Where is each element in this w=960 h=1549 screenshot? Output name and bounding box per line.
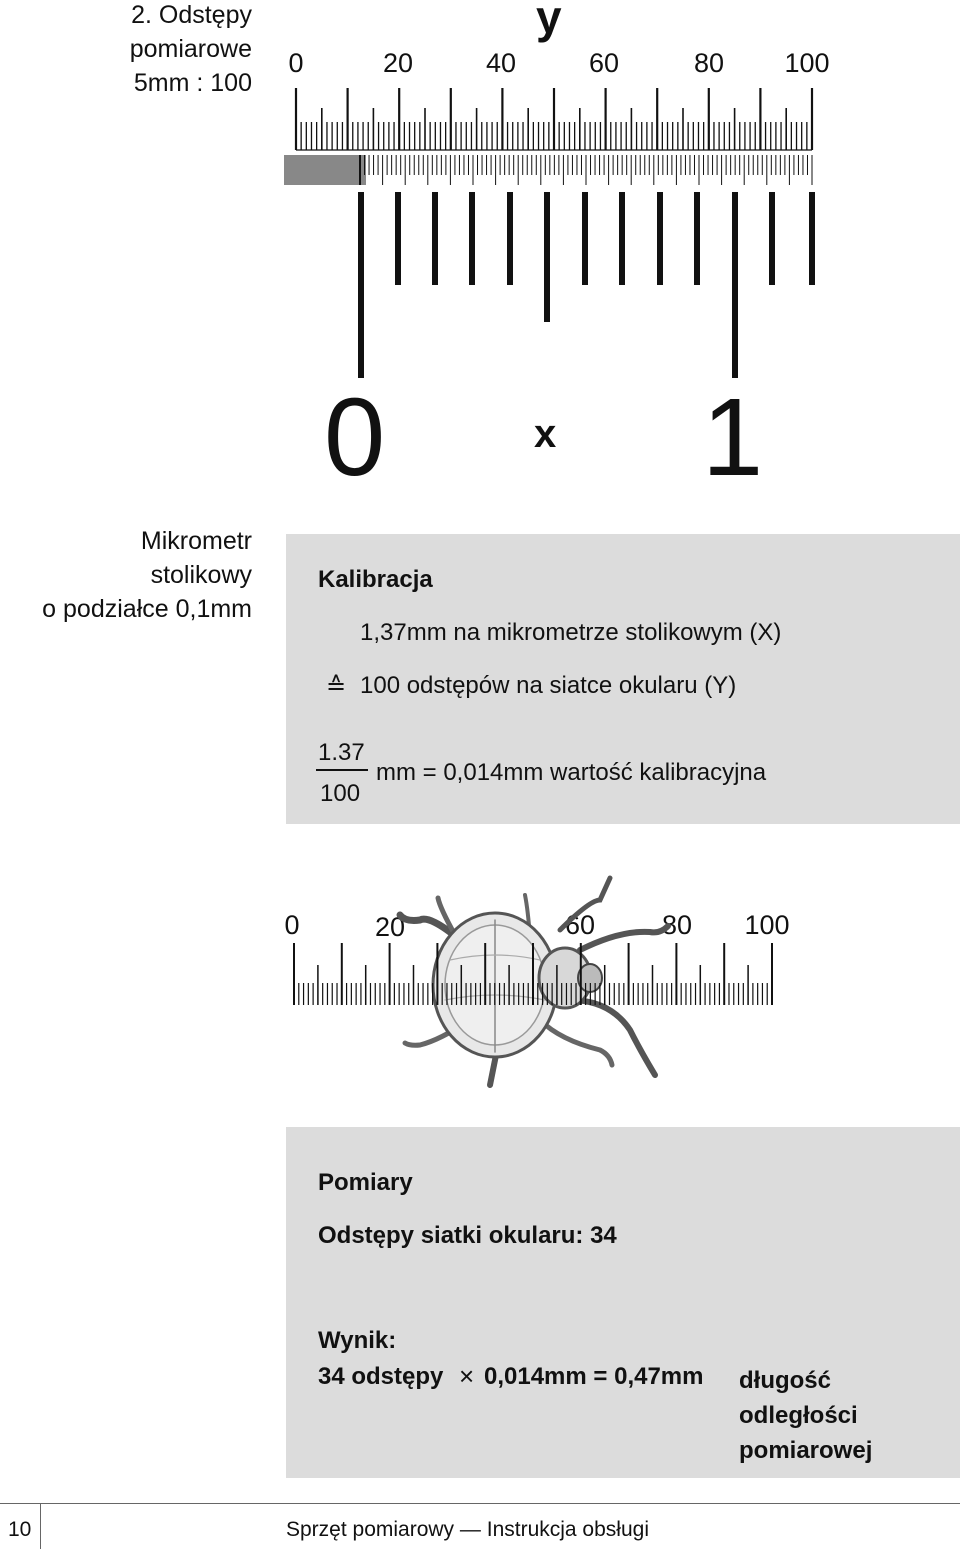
document-title: Sprzęt pomiarowy — Instrukcja obsługi — [286, 1518, 649, 1541]
calibration-title: Kalibracja — [318, 566, 433, 593]
measurement-scale-ticks — [294, 943, 772, 1005]
measure-scale-label: 20 — [374, 912, 406, 942]
fraction-bar — [316, 769, 368, 771]
measure-scale-label: 100 — [744, 910, 790, 940]
stage-scale-one: 1 — [702, 376, 764, 499]
measuring-intervals-label: 2. Odstępy pomiarowe 5mm : 100 — [129, 1, 252, 97]
result-description: długość odległości pomiarowej — [739, 1367, 873, 1464]
calibration-panel — [286, 534, 960, 824]
measure-scale-label: 0 — [284, 910, 300, 940]
measure-scale-label: 80 — [661, 910, 693, 940]
stage-micrometer-label: Mikrometr stolikowy o podziałce 0,1mm — [42, 527, 252, 623]
measurement-panel — [286, 1127, 960, 1478]
eyepiece-scale-label: 100 — [784, 48, 830, 78]
measurement-intervals: Odstępy siatki okularu: 34 — [318, 1222, 617, 1249]
fraction-denominator: 100 — [320, 780, 361, 807]
eyepiece-scale-label: 20 — [382, 48, 414, 78]
axis-label-x: x — [534, 412, 557, 456]
corresponds-symbol: ≙ — [326, 673, 347, 700]
eyepiece-scale-label: 40 — [485, 48, 517, 78]
multiply-symbol: × — [459, 1361, 475, 1391]
specimen-measurement-figure — [0, 860, 960, 1100]
eyepiece-scale-ticks — [285, 88, 812, 185]
measurement-title: Pomiary — [318, 1169, 413, 1196]
stage-micrometer-scale — [361, 192, 812, 378]
calculation-right: 0,014mm = 0,47mm — [484, 1363, 704, 1390]
fraction-numerator: 1.37 — [318, 739, 365, 766]
measure-scale-label: 60 — [564, 910, 596, 940]
page-number: 10 — [8, 1518, 32, 1541]
calibration-line-2: 100 odstępów na siatce okularu (Y) — [360, 672, 737, 699]
axis-label-y: y — [536, 0, 562, 43]
eyepiece-scale-label: 0 — [288, 48, 304, 78]
eyepiece-scale-label: 60 — [588, 48, 620, 78]
calculation-left: 34 odstępy — [318, 1363, 444, 1390]
calibration-result: mm = 0,014mm wartość kalibracyjna — [376, 759, 767, 786]
eyepiece-reticle-figure — [0, 0, 960, 500]
stage-scale-zero: 0 — [324, 376, 386, 499]
footer-separator — [40, 1503, 41, 1549]
calibration-line-1: 1,37mm na mikrometrze stolikowym (X) — [360, 619, 782, 646]
result-label: Wynik: — [318, 1327, 397, 1354]
eyepiece-scale-label: 80 — [693, 48, 725, 78]
footer-rule — [0, 1503, 960, 1504]
